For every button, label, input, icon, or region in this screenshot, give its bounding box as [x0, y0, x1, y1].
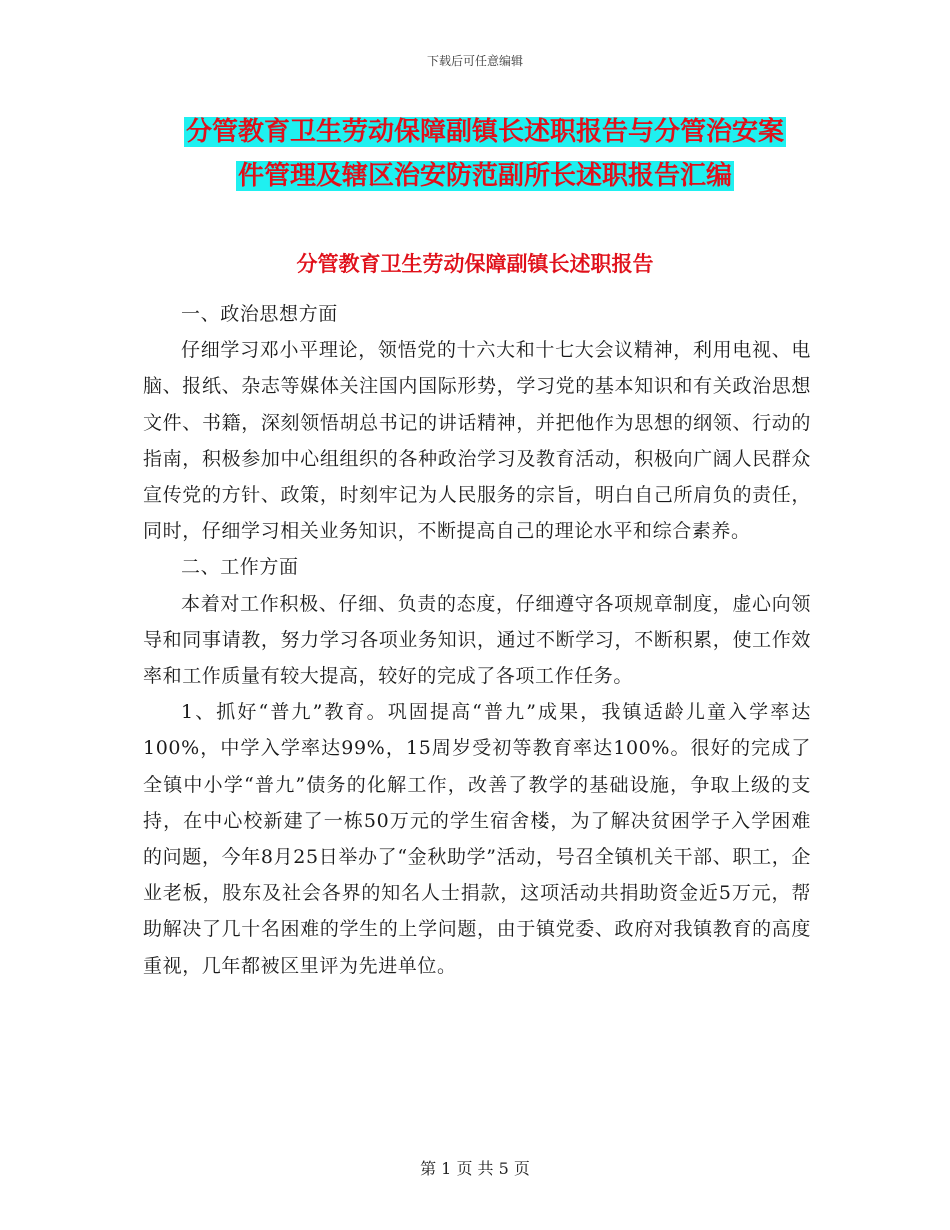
- document-title-line-2: 件管理及辖区治安防范副所长述职报告汇编: [237, 161, 732, 191]
- document-title-line-1: 分管教育卫生劳动保障副镇长述职报告与分管治安案: [185, 117, 784, 147]
- paragraph-work-attitude: 本着对工作积极、仔细、负责的态度，仔细遵守各项规章制度，虚心向领导和同事请教，努力学习各项业务知识，通过不断学习，不断积累，使工作效率和工作质量有较大提高，较好的完成了各项工作任务。: [143, 592, 811, 688]
- section-title: 分管教育卫生劳动保障副镇长述职报告: [296, 252, 654, 276]
- document-body: [143, 296, 811, 984]
- paragraph-political-thought: 仔细学习邓小平理论，领悟党的十六大和十七大会议精神，利用电视、电脑、报纸、杂志等媒体关注国内国际形势，学习党的基本知识和有关政治思想文件、书籍，深刻领悟胡总书记的讲话精神，并把他作为思想的纲领、行动的指南，积极参加中心组组织的各种政治学习及教育活动，积极向广阔人民群众宣传党的方针、政策，时刻牢记为人民服务的宗旨，明白自己所肩负的责任，同时，仔细学习相关业务知识，不断提高自己的理论水平和综合素养。: [143, 339, 811, 543]
- header-note: 下载后可任意编辑: [426, 54, 523, 68]
- document-title: [150, 110, 820, 198]
- heading-political-thought: 一、政治思想方面: [181, 303, 338, 325]
- heading-work: 二、工作方面: [181, 556, 299, 579]
- paragraph-education: 1、抓好“普九”教育。巩固提高“普九”成果，我镇适龄儿童入学率达100%，中学入学率达99%，15周岁受初等教育率达100%。很好的完成了全镇中小学“普九”债务的化解工作，改善了教学的基础设施，争取上级的支持，在中心校新建了一栋50万元的学生宿舍楼，为了解决贫困学子入学困难的问题，今年8月25日举办了“金秋助学”活动，号召全镇机关干部、职工，企业老板，股东及社会各界的知名人士捐款，这项活动共捐助资金近5万元，帮助解决了几十名困难的学生的上学问题，由于镇党委、政府对我镇教育的高度重视，几年都被区里评为先进单位。: [143, 701, 811, 977]
- page-footer: 第 1 页 共 5 页: [420, 1159, 530, 1178]
